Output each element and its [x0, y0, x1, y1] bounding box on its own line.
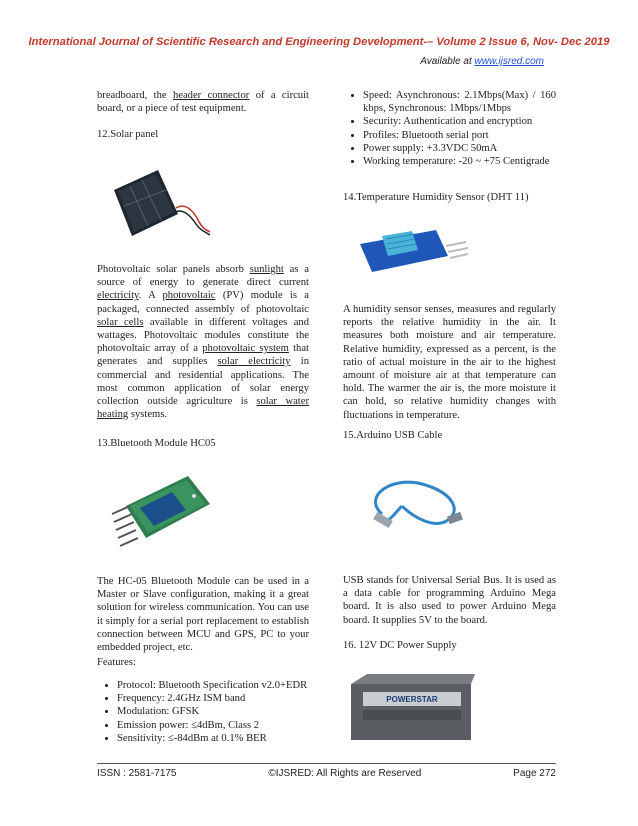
- text: in commercial and residential applications. The most common application of solar energy collection outside agriculture is: [97, 356, 310, 408]
- text: . A: [138, 290, 163, 302]
- bluetooth-paragraph: The HC-05 Bluetooth Module can be used in a Master or Slave configuration, making it a great solution for wireless communication. You can use it simply for a serial port replacement to establish connection between MCU and GPS, PC to your embedded project, etc.: [97, 576, 309, 654]
- journal-header: International Journal of Scientific Research and Engineering Development-– Volume 2 Issue 6, Nov- Dec 2019: [28, 36, 610, 48]
- feature-item: • Security: Authentication and encryption: [363, 115, 556, 128]
- usb-cable-image: [352, 466, 470, 536]
- issn: ISSN : 2581-7175: [97, 768, 177, 779]
- text: as a source of energy to generate direct current: [97, 264, 309, 289]
- feature-item: • Emission power: ≤4dBm, Class 2: [117, 719, 309, 732]
- power-supply-image: [343, 668, 475, 744]
- solar-heading: 12.Solar panel: [97, 129, 159, 140]
- footer: [97, 763, 556, 779]
- text: available in different voltages and wattages. Photovoltaic modules constitute the photovoltaic array of a: [97, 316, 310, 355]
- feature-item: • Power supply: +3.3VDC 50mA: [363, 142, 556, 155]
- usb-heading: 15.Arduino USB Cable: [343, 430, 443, 441]
- journal-link[interactable]: www.ijsred.com: [474, 56, 544, 67]
- text: that generates and supplies: [97, 343, 309, 368]
- feature-item: • Sensitivity: ≤-84dBm at 0.1% BER: [117, 732, 309, 745]
- bluetooth-heading: 13.Bluetooth Module HC05: [97, 438, 216, 449]
- available-prefix: Available at: [420, 56, 475, 67]
- feature-item: • Working temperature: -20 ~ +75 Centigrade: [363, 155, 556, 168]
- feature-item: • Speed: Asynchronous: 2.1Mbps(Max) / 160 kbps, Synchronous: 1Mbps/1Mbps: [363, 89, 556, 115]
- text: Photovoltaic solar panels absorb: [97, 264, 250, 275]
- solar-cells-link[interactable]: solar cells: [97, 316, 144, 328]
- features-label: Features:: [97, 657, 136, 668]
- right-features-list: [343, 89, 556, 168]
- photovoltaic-system-link[interactable]: photovoltaic system: [202, 343, 289, 355]
- text: systems.: [128, 409, 168, 421]
- electricity-link[interactable]: electricity: [97, 290, 139, 302]
- availability-line: [420, 56, 544, 67]
- text: (PV) module is a packaged, connected assembly of photovoltaic: [97, 290, 309, 315]
- usb-paragraph: USB stands for Universal Serial Bus. It is used as a data cable for programming Arduino Mega board. It is also used to power Arduino Mega board. It supplies 5V to the board.: [343, 575, 556, 626]
- dht11-sensor-image: [352, 220, 470, 276]
- text: of a circuit board, or a piece of test equipment.: [97, 90, 309, 115]
- battery-brand-text: POWERSTAR: [386, 695, 438, 704]
- feature-item: • Protocol: Bluetooth Specification v2.0+EDR: [117, 679, 309, 692]
- feature-item: • Frequency: 2.4GHz ISM band: [117, 692, 309, 705]
- dht-paragraph: A humidity sensor senses, measures and regularly reports the relative humidity in the air. It measures both moisture and air temperature. Relative humidity, expressed as a percent, is the ratio of actual moisture in the air to the highest amount of moisture air at that temperature can hold. The warmer the air is, the more moisture it can hold, so relative humidity changes with fluctuations in temperature.: [343, 304, 556, 421]
- solar-electricity-link[interactable]: solar electricity: [217, 356, 291, 368]
- solar-paragraph: [97, 263, 309, 421]
- breadboard-paragraph: [97, 89, 309, 115]
- photovoltaic-link[interactable]: photovoltaic: [162, 290, 216, 302]
- feature-item: • Modulation: GFSK: [117, 705, 309, 718]
- page-number: Page 272: [513, 768, 556, 779]
- header-connector-link[interactable]: header connector: [172, 90, 250, 101]
- power-heading: 16. 12V DC Power Supply: [343, 640, 457, 651]
- dht-heading: 14.Temperature Humidity Sensor (DHT 11): [343, 192, 529, 203]
- rights: ©IJSRED: All Rights are Reserved: [268, 768, 422, 779]
- left-features-list: [97, 679, 309, 745]
- bluetooth-module-image: [106, 470, 214, 552]
- sunlight-link[interactable]: sunlight: [249, 264, 284, 275]
- feature-item: • Profiles: Bluetooth serial port: [363, 129, 556, 142]
- solar-water-heating-link[interactable]: solar water heating: [97, 396, 309, 421]
- solar-panel-image: [106, 162, 214, 238]
- text: breadboard, the: [97, 90, 173, 101]
